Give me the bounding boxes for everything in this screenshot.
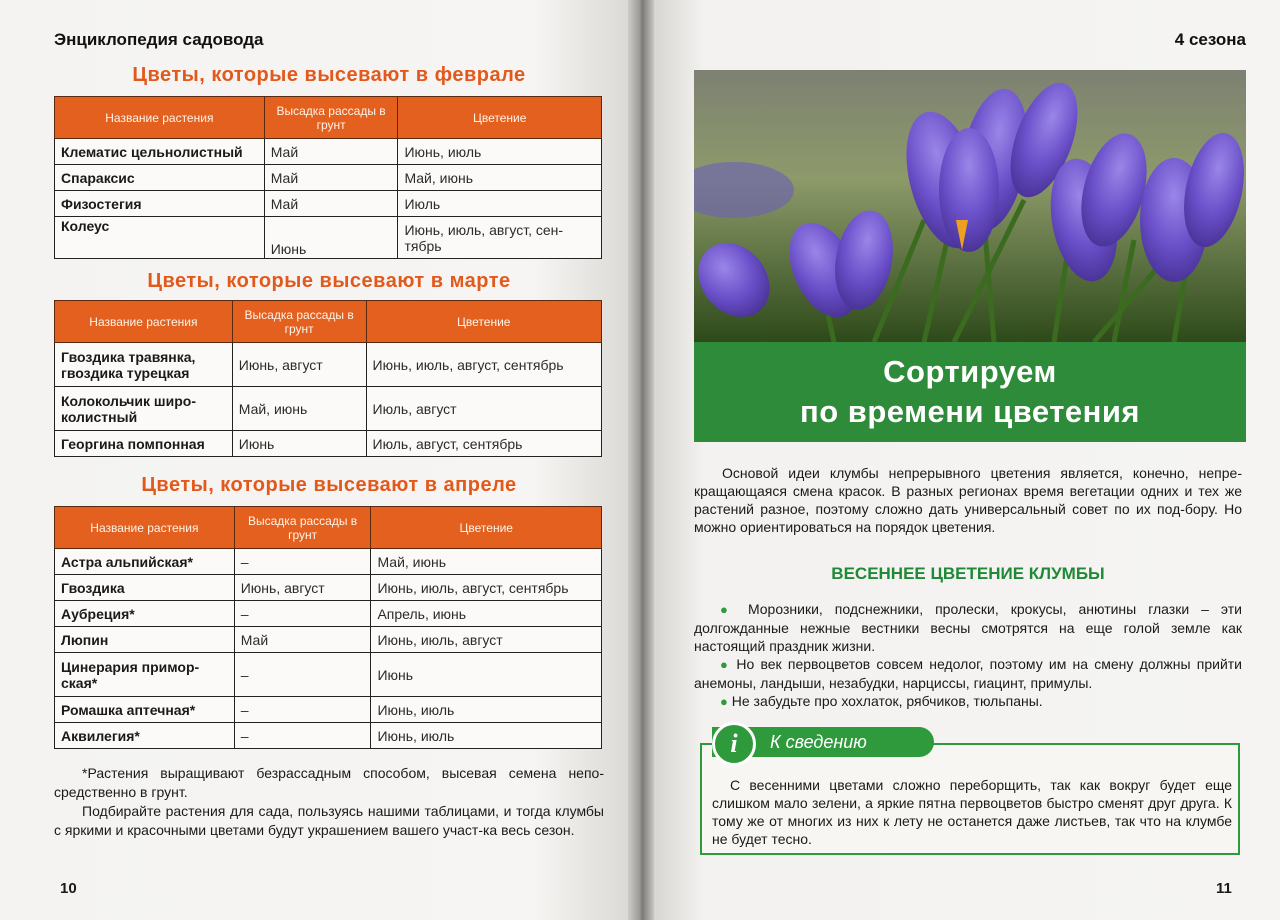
table-row [55, 387, 602, 431]
column-header: Цветение [366, 301, 602, 343]
banner-line-2: по времени цветения [800, 394, 1140, 429]
column-header: Название растения [55, 97, 265, 139]
planting-month: – [234, 723, 371, 749]
running-head-right: 4 сезона [1174, 30, 1246, 49]
title-banner [694, 342, 1246, 442]
table-row [55, 217, 602, 259]
table-row [55, 575, 602, 601]
table-row [55, 601, 602, 627]
table-row [55, 431, 602, 457]
planting-month: Май [264, 139, 398, 165]
column-header: Высадка рассады в грунт [234, 507, 371, 549]
info-paragraph: С весенними цветами сложно переборщить, так как вокруг будет еще слишком мало зелени, а яркие пятна первоцветов быстро сменят друг друга. К тому же от многих из них к лету не останется даже листьев, так что на клумбе не будет тесно. [712, 777, 1232, 847]
bullet-icon: ● [720, 657, 731, 672]
running-head-left: Энциклопедия садовода [54, 30, 264, 49]
table-row [55, 165, 602, 191]
bloom-period: Июнь, июль [371, 723, 602, 749]
bullet-text: Морозники, подснежники, пролески, крокусы, анютины глазки – эти долгожданные нежные вестники весны смотрятся на еще голой земле как настоящий праздник жизни. [694, 601, 1243, 654]
subheading: ВЕСЕННЕЕ ЦВЕТЕНИЕ КЛУМБЫ [831, 564, 1105, 583]
list-item [694, 655, 1242, 692]
page-number-right: 11 [1216, 880, 1232, 897]
plant-name: Аубреция* [55, 601, 235, 627]
table-row [55, 139, 602, 165]
bullet-icon: ● [720, 602, 736, 617]
plant-name: Спараксис [55, 165, 265, 191]
bullet-icon: ● [720, 694, 728, 709]
bloom-period: Июнь, июль, август [371, 627, 602, 653]
table-april [54, 506, 602, 749]
crocus-photo [694, 70, 1246, 342]
bloom-period: Июнь [371, 653, 602, 697]
planting-month: – [234, 601, 371, 627]
plant-name: Цинерария примор-ская* [55, 653, 235, 697]
section-title-april: Цветы, которые высевают в апреле [141, 474, 517, 496]
planting-month: – [234, 549, 371, 575]
plant-name: Гвоздика травянка, гвоздика турецкая [55, 343, 233, 387]
crocus-illustration [694, 70, 1246, 342]
footnote: *Растения выращивают безрассадным способом, высевая семена непо-средственно в грунт. [54, 765, 604, 800]
list-item [694, 692, 1242, 711]
plant-name: Георгина помпонная [55, 431, 233, 457]
plant-name: Ромашка аптечная* [55, 697, 235, 723]
planting-month: Май [264, 165, 398, 191]
book-gutter [628, 0, 654, 920]
bloom-period: Май, июнь [398, 165, 602, 191]
plant-name: Люпин [55, 627, 235, 653]
column-header: Цветение [371, 507, 602, 549]
planting-month: Июнь, август [234, 575, 371, 601]
bullet-list [694, 600, 1242, 711]
plant-name: Колеус [55, 217, 265, 259]
table-row [55, 653, 602, 697]
planting-month: – [234, 697, 371, 723]
info-title: К сведению [712, 727, 934, 757]
column-header: Цветение [398, 97, 602, 139]
column-header: Название растения [55, 301, 233, 343]
table-row [55, 549, 602, 575]
planting-month: Май [264, 191, 398, 217]
bloom-period: Июль [398, 191, 602, 217]
planting-month: Июнь [232, 431, 366, 457]
plant-name: Колокольчик широ-колистный [55, 387, 233, 431]
column-header: Название растения [55, 507, 235, 549]
bloom-period: Июнь, июль [371, 697, 602, 723]
bloom-period: Май, июнь [371, 549, 602, 575]
info-text-block [712, 776, 1232, 848]
banner-line-1: Сортируем [883, 354, 1057, 389]
planting-month: Июнь [264, 217, 398, 259]
table-row [55, 627, 602, 653]
planting-month: Май, июнь [232, 387, 366, 431]
plant-name: Физостегия [55, 191, 265, 217]
bloom-period: Июль, август [366, 387, 602, 431]
page-number-left: 10 [60, 880, 77, 897]
plant-name: Клематис цельнолистный [55, 139, 265, 165]
table-march [54, 300, 602, 457]
intro-paragraph: Основой идеи клумбы непрерывного цветения является, конечно, непре-кращающаяся смена красок. В разных регионах время вегетации одних и тех же растений разное, поэтому сложно дать универсальный совет по их под-бору. Но можно ориентироваться на порядок цветения. [694, 465, 1242, 535]
bloom-period: Июль, август, сентябрь [366, 431, 602, 457]
intro-block [694, 464, 1242, 536]
table-row [55, 191, 602, 217]
bloom-period: Июнь, июль [398, 139, 602, 165]
plant-name: Астра альпийская* [55, 549, 235, 575]
table-february [54, 96, 602, 259]
table-row [55, 343, 602, 387]
planting-month: Май [234, 627, 371, 653]
planting-month: – [234, 653, 371, 697]
table-row [55, 723, 602, 749]
list-item [694, 600, 1242, 655]
footnote-block [54, 764, 604, 840]
closing-paragraph: Подбирайте растения для сада, пользуясь нашими таблицами, и тогда клумбы с яркими и красочными цветами будут украшением вашего участ-ка весь сезон. [54, 803, 604, 838]
plant-name: Аквилегия* [55, 723, 235, 749]
bloom-period: Июнь, июль, август, сен-тябрь [398, 217, 602, 259]
bloom-period: Июнь, июль, август, сентябрь [366, 343, 602, 387]
plant-name: Гвоздика [55, 575, 235, 601]
column-header: Высадка рассады в грунт [232, 301, 366, 343]
section-title-february: Цветы, которые высевают в феврале [132, 64, 526, 86]
section-title-march: Цветы, которые высевают в марте [147, 270, 511, 292]
bloom-period: Апрель, июнь [371, 601, 602, 627]
bullet-text: Но век первоцветов совсем недолог, поэтому им на смену должны прийти анемоны, ландыши, незабудки, нарциссы, гиацинт, примулы. [694, 656, 1243, 691]
planting-month: Июнь, август [232, 343, 366, 387]
column-header: Высадка рассады в грунт [264, 97, 398, 139]
bloom-period: Июнь, июль, август, сентябрь [371, 575, 602, 601]
bullet-text: Не забудьте про хохлаток, рябчиков, тюльпаны. [731, 693, 1043, 709]
table-row [55, 697, 602, 723]
info-icon: i [712, 722, 756, 766]
